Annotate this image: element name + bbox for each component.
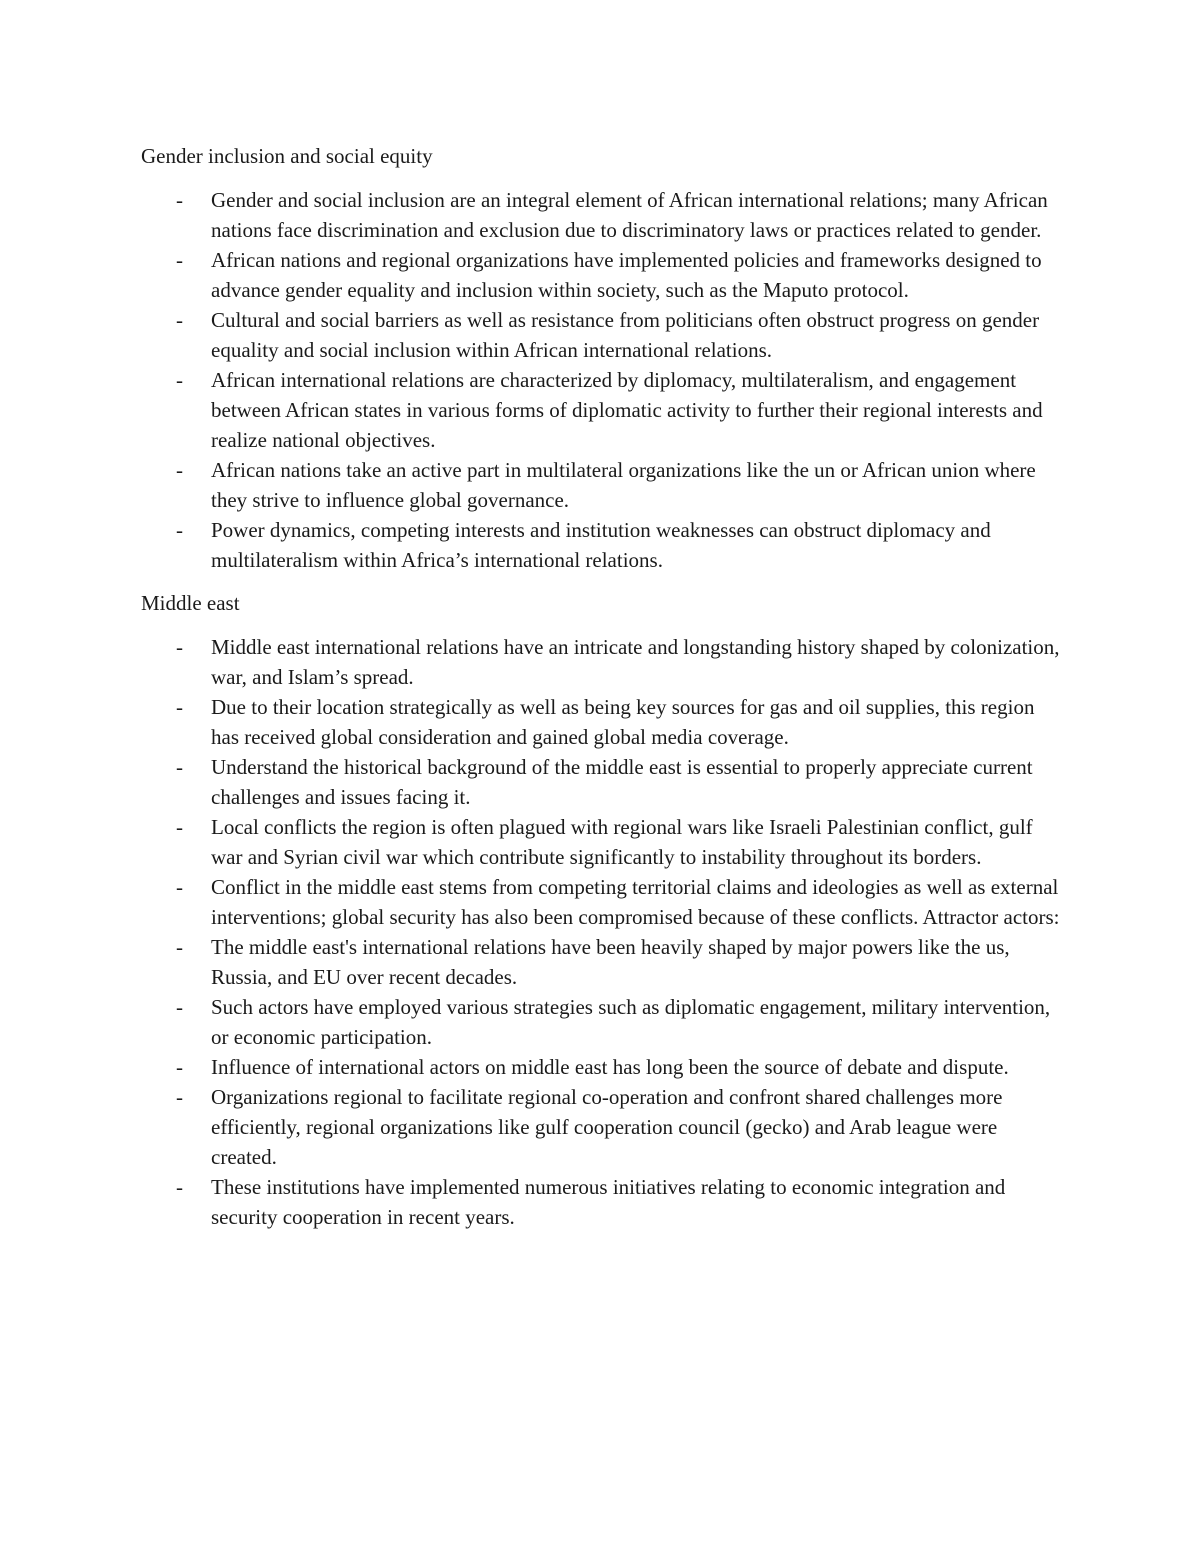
list-item [141, 632, 1066, 692]
bullet-dash: - [176, 935, 183, 959]
bullet-dash: - [176, 815, 183, 839]
list-item-text: Such actors have employed various strategies such as diplomatic engagement, military intervention, or economic participation. [211, 995, 1051, 1049]
list-item-text: The middle east's international relations have been heavily shaped by major powers like the us, Russia, and EU over recent decades. [211, 935, 1010, 989]
list-item [141, 245, 1066, 305]
list-item [141, 812, 1066, 872]
bullet-dash: - [176, 458, 183, 482]
list-item-text: Conflict in the middle east stems from competing territorial claims and ideologies as well as external interventions; global security has also been compromised because of these conflicts. Attractor actors: [211, 875, 1060, 929]
bullet-dash: - [176, 875, 183, 899]
bullet-dash: - [176, 1175, 183, 1199]
list-item-text: Understand the historical background of the middle east is essential to properly appreciate current challenges and issues facing it. [211, 755, 1033, 809]
bullet-dash: - [176, 1055, 183, 1079]
bullet-list [141, 185, 1066, 575]
list-item [141, 515, 1066, 575]
list-item [141, 1082, 1066, 1172]
bullet-dash: - [176, 188, 183, 212]
list-item [141, 455, 1066, 515]
bullet-dash: - [176, 368, 183, 392]
list-item-text: These institutions have implemented numerous initiatives relating to economic integration and security cooperation in recent years. [211, 1175, 1006, 1229]
list-item-text: African nations and regional organizations have implemented policies and frameworks designed to advance gender equality and inclusion within society, such as the Maputo protocol. [211, 248, 1042, 302]
bullet-list [141, 632, 1066, 1232]
document-page [141, 141, 1066, 1232]
list-item [141, 1172, 1066, 1232]
section-heading: Middle east [141, 591, 240, 615]
bullet-dash: - [176, 308, 183, 332]
list-item [141, 1052, 1066, 1082]
section-middle-east [141, 588, 1066, 1232]
list-item-text: Influence of international actors on middle east has long been the source of debate and dispute. [211, 1055, 1009, 1079]
section-gender-inclusion [141, 141, 1066, 575]
bullet-dash: - [176, 248, 183, 272]
list-item-text: Organizations regional to facilitate regional co-operation and confront shared challenges more efficiently, regional organizations like gulf cooperation council (gecko) and Arab league were created. [211, 1085, 1003, 1169]
list-item-text: Due to their location strategically as well as being key sources for gas and oil supplies, this region has received global consideration and gained global media coverage. [211, 695, 1035, 749]
list-item [141, 305, 1066, 365]
list-item [141, 185, 1066, 245]
list-item-text: Power dynamics, competing interests and institution weaknesses can obstruct diplomacy and multilateralism within Africa’s international relations. [211, 518, 991, 572]
list-item [141, 992, 1066, 1052]
bullet-dash: - [176, 518, 183, 542]
bullet-dash: - [176, 695, 183, 719]
list-item-text: Cultural and social barriers as well as resistance from politicians often obstruct progress on gender equality and social inclusion within African international relations. [211, 308, 1040, 362]
list-item [141, 752, 1066, 812]
list-item [141, 365, 1066, 455]
bullet-dash: - [176, 755, 183, 779]
bullet-dash: - [176, 995, 183, 1019]
list-item [141, 932, 1066, 992]
list-item [141, 872, 1066, 932]
list-item-text: Middle east international relations have an intricate and longstanding history shaped by colonization, war, and Islam’s spread. [211, 635, 1060, 689]
bullet-dash: - [176, 635, 183, 659]
list-item-text: Gender and social inclusion are an integral element of African international relations; many African nations face discrimination and exclusion due to discriminatory laws or practices related to gender. [211, 188, 1048, 242]
list-item-text: Local conflicts the region is often plagued with regional wars like Israeli Palestinian conflict, gulf war and Syrian civil war which contribute significantly to instability throughout its borders. [211, 815, 1033, 869]
section-heading: Gender inclusion and social equity [141, 144, 433, 168]
bullet-dash: - [176, 1085, 183, 1109]
list-item [141, 692, 1066, 752]
list-item-text: African nations take an active part in multilateral organizations like the un or African union where they strive to influence global governance. [211, 458, 1036, 512]
list-item-text: African international relations are characterized by diplomacy, multilateralism, and engagement between African states in various forms of diplomatic activity to further their regional interests and realize national objectives. [211, 368, 1043, 452]
